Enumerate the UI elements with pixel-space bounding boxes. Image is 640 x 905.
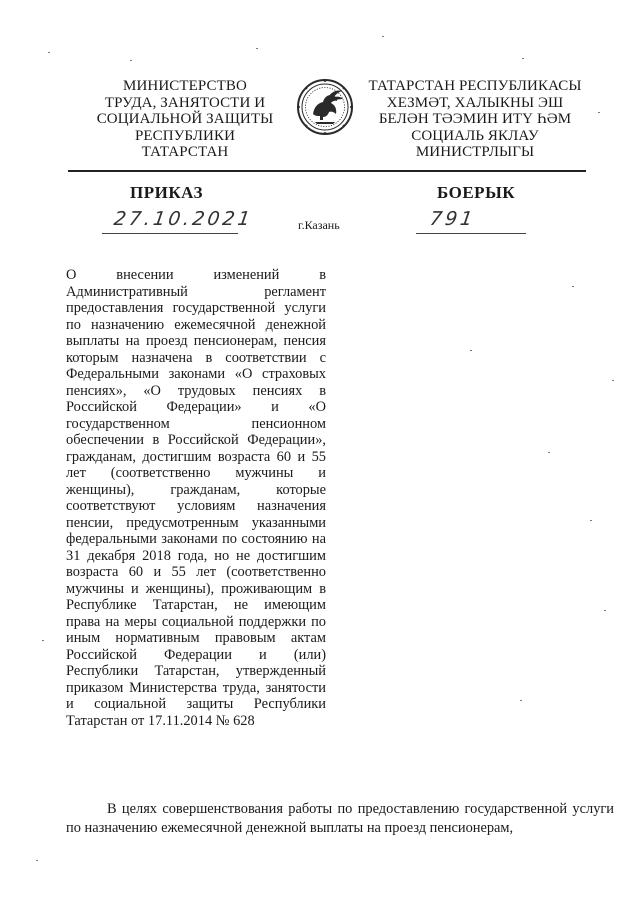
scan-speck: [522, 58, 524, 59]
scan-speck: [36, 860, 38, 861]
scan-speck: [382, 36, 384, 37]
ministry-ru-line: МИНИСТЕРСТВО: [123, 78, 247, 94]
order-label-russian: ПРИКАЗ: [130, 183, 203, 202]
ministry-ru-line: ТАТАРСТАН: [141, 144, 229, 160]
ministry-tt-line: ХЕЗМӘТ, ХАЛЫКНЫ ЭШ: [386, 94, 564, 111]
document-body-paragraph: В целях совершенствования работы по предоставлению государственной услуги по назначению ежемесячной денежной выплаты на проезд пенсионерам,: [66, 801, 614, 836]
scan-speck: [256, 48, 258, 49]
scan-speck: [612, 380, 614, 381]
scan-speck: [130, 60, 132, 61]
scan-speck: [48, 52, 50, 53]
date-underline: [102, 233, 238, 234]
order-label-tatar: БОЕРЫК: [437, 183, 516, 202]
ministry-tt-line: СОЦИАЛЬ ЯКЛАУ: [411, 127, 539, 144]
scan-speck: [470, 350, 472, 351]
scan-speck: [548, 452, 550, 453]
ministry-name-tatar: [345, 78, 605, 161]
scan-speck: [590, 520, 592, 521]
scan-speck: [604, 610, 606, 611]
scan-speck: [42, 640, 44, 641]
order-date: 27.10.2021: [112, 208, 255, 230]
scan-speck: [520, 700, 522, 701]
ministry-ru-line: СОЦИАЛЬНОЙ ЗАЩИТЫ: [96, 111, 274, 127]
header-divider: [68, 170, 586, 172]
ministry-ru-line: ТРУДА, ЗАНЯТОСТИ И: [104, 94, 266, 111]
order-number: 791: [428, 208, 477, 230]
ministry-tt-line: БЕЛӘН ТӘЭМИН ИТҮ ҺӘМ: [378, 111, 572, 127]
ministry-tt-line: ТАТАРСТАН РЕСПУБЛИКАСЫ: [368, 78, 582, 94]
ministry-tt-line: МИНИСТРЛЫГЫ: [415, 144, 535, 160]
ministry-ru-line: РЕСПУБЛИКИ: [134, 127, 236, 144]
ministry-name-russian: [74, 78, 296, 161]
scan-speck: [572, 286, 574, 287]
order-city: г.Казань: [298, 218, 340, 232]
number-underline: [416, 233, 526, 234]
document-title: О внесении изменений в Административный регламент предоставления государственной услуги по назначению ежемесячной денежной выплаты на проезд пенсионерам, пенсия которым назначена в соответствии с Федеральными законами «О страховых пенсиях», «О трудовых пенсиях в Российской Федерации» и «О государственном пенсионном обеспечении в Российской Федерации», гражданам, достигшим возраста 60 и 55 лет (соответственно мужчины и женщины), гражданам, которые соответствуют условиям назначения пенсии, предусмотренным указанными федеральными законами по состоянию на 31 декабря 2018 года, но не достигшим возраста 60 и 55 лет (соответственно мужчины и женщины), проживающим в Республике Татарстан, не имеющим права на меры социальной поддержки по иным нормативным правовым актам Российской Федерации и (или) Республики Татарстан, утвержденный приказом Министерства труда, занятости и социальной защиты Республики Татарстан от 17.11.2014 № 628: [66, 267, 326, 729]
scan-speck: [598, 112, 600, 113]
